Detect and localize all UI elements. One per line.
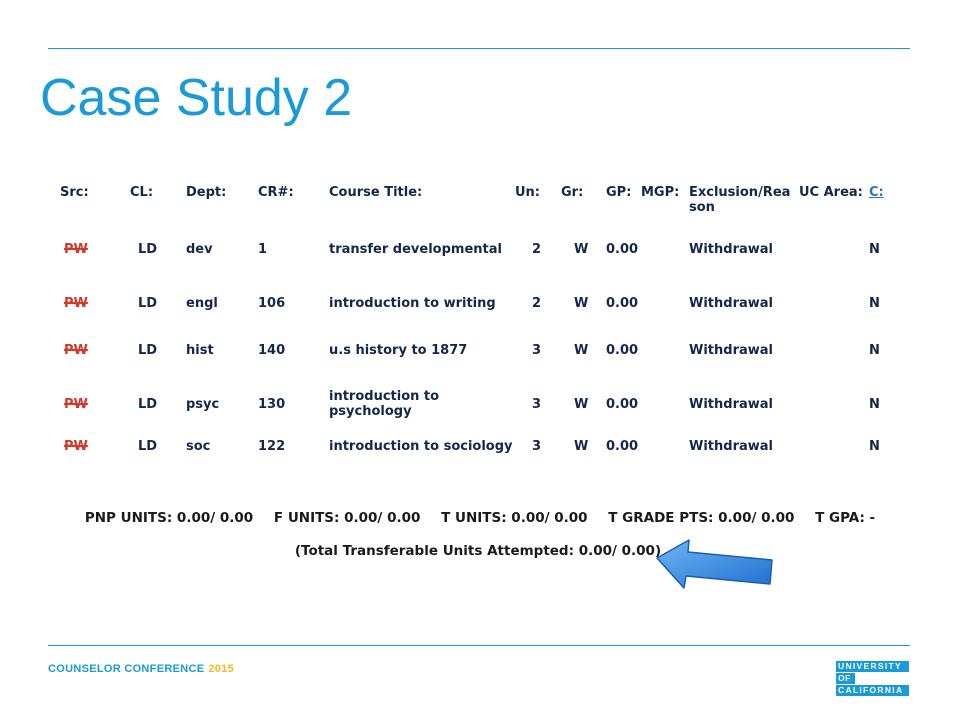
uc-logo [836,661,909,696]
row-3-cl: LD [138,343,158,358]
row-4-cl: LD [138,397,158,412]
row-1-cl: LD [138,242,158,257]
row-5-title: introduction to sociology [329,439,513,454]
row-1-title: transfer developmental [329,242,502,257]
conference-name: COUNSELOR CONFERENCE [48,663,205,675]
header-cl: CL: [130,185,154,200]
row-4-cr: 130 [258,397,286,412]
row-2-gr: W [574,296,589,311]
row-4-src: PW [64,397,88,412]
row-2-src: PW [64,296,88,311]
f-units: F UNITS: 0.00/ 0.00 [273,510,421,526]
row-1-cr: 1 [258,242,268,257]
row-5-cr: 122 [258,439,286,454]
row-1-un: 2 [532,242,542,257]
row-3-gp: 0.00 [606,343,639,358]
footer-conference [48,663,234,675]
row-1-gr: W [574,242,589,257]
row-4-title: introduction to psychology [329,389,440,419]
t-gpa: T GPA: - [815,510,876,526]
pnp-units: PNP UNITS: 0.00/ 0.00 [84,510,254,526]
row-4-exclusion: Withdrawal [689,397,773,412]
header-uc-area: UC Area: [799,185,863,200]
row-3-title: u.s history to 1877 [329,343,468,358]
header-c-link[interactable]: C: [869,185,884,200]
header-gr: Gr: [561,185,584,200]
row-5-dept: soc [186,439,211,454]
header-un: Un: [515,185,541,200]
row-3-exclusion: Withdrawal [689,343,773,358]
header-dept: Dept: [186,185,227,200]
row-1-src: PW [64,242,88,257]
row-1-dept: dev [186,242,213,257]
row-2-un: 2 [532,296,542,311]
row-3-src: PW [64,343,88,358]
row-5-cl: LD [138,439,158,454]
row-1-gp: 0.00 [606,242,639,257]
units-summary-line [0,510,960,526]
row-4-gp: 0.00 [606,397,639,412]
row-2-title: introduction to writing [329,296,496,311]
row-1-exclusion: Withdrawal [689,242,773,257]
logo-line-california: CALIFORNIA [836,685,909,696]
row-5-exclusion: Withdrawal [689,439,773,454]
row-2-exclusion: Withdrawal [689,296,773,311]
t-grade-pts: T GRADE PTS: 0.00/ 0.00 [608,510,795,526]
header-course-title: Course Title: [329,185,423,200]
row-5-c: N [869,439,880,454]
row-3-gr: W [574,343,589,358]
logo-line-university: UNIVERSITY [836,661,909,672]
logo-line-of: OF [836,673,855,684]
bottom-rule [48,645,910,646]
row-5-gr: W [574,439,589,454]
header-exclusion-reason: Exclusion/Rea son [689,185,791,215]
row-3-c: N [869,343,880,358]
total-transferable-units: (Total Transferable Units Attempted: 0.00/ 0.00) [294,543,662,559]
row-4-gr: W [574,397,589,412]
row-3-dept: hist [186,343,214,358]
header-mgp: MGP: [641,185,680,200]
row-5-gp: 0.00 [606,439,639,454]
t-units: T UNITS: 0.00/ 0.00 [441,510,588,526]
row-4-c: N [869,397,880,412]
row-2-c: N [869,296,880,311]
row-5-src: PW [64,439,88,454]
row-3-cr: 140 [258,343,286,358]
slide-title: Case Study 2 [40,69,353,127]
row-4-un: 3 [532,397,542,412]
row-5-un: 3 [532,439,542,454]
row-2-gp: 0.00 [606,296,639,311]
conference-year: 2015 [208,663,235,675]
row-2-cl: LD [138,296,158,311]
top-rule [48,48,910,49]
row-1-c: N [869,242,880,257]
arrow-left-icon [655,538,780,590]
row-2-cr: 106 [258,296,286,311]
header-gp: GP: [606,185,632,200]
row-4-dept: psyc [186,397,220,412]
row-3-un: 3 [532,343,542,358]
row-2-dept: engl [186,296,218,311]
header-cr: CR#: [258,185,294,200]
header-src: Src: [60,185,89,200]
